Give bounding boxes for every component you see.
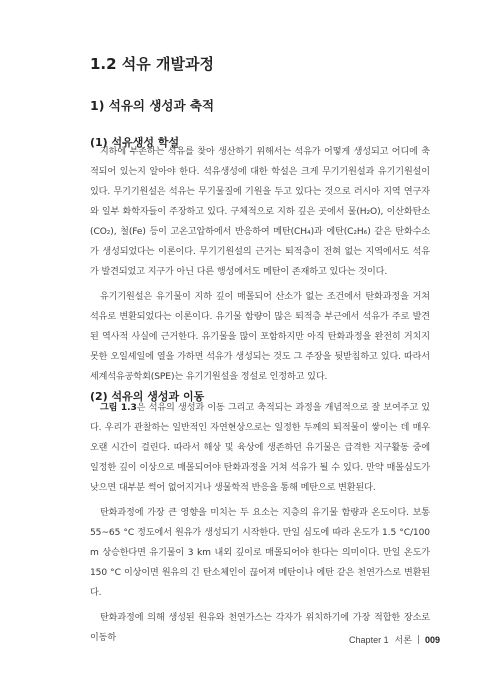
page-footer [349,633,440,646]
subsection-title-migration: (2) 석유의 생성과 이동 [90,390,205,403]
page-number: 009 [424,634,440,645]
paragraph-inorganic-theory: 지하에 부존하는 석유를 찾아 생산하기 위해서는 석유가 어떻게 생성되고 어디에 축적되어 있는지 알아야 한다. 석유생성에 대한 학설은 크게 무기기원설과 유기기원설이 있다. 무기기원설은 석유는 무기물질에 기원을 두고 있다는 것으로 러시아 지역 연구자와 일부 화학자들이 주장하고 있다. 구체적으로 지하 깊은 곳에서 물(H₂O), 이산화탄소(CO₂), 철(Fe) 등이 고온고압하에서 반응하여 메탄(CH₄)과 에탄(C₂H₆) 같은 탄화수소가 생성되었다는 이론이다. 무기기원설의 근거는 퇴적층이 전혀 없는 지역에서도 석유가 발견되었고 지구가 아닌 다른 행성에서도 메탄이 존재하고 있다는 것이다. [90,147,430,277]
page-title: 1.2 석유 개발과정 [90,55,214,73]
section-title: 1) 석유의 생성과 축적 [90,98,215,113]
subsection-body-origin [90,142,430,392]
subsection-title-origin: (1) 석유생성 학설 [90,136,180,149]
footer-chapter: Chapter 1 [349,634,389,645]
paragraph-generation-migration [90,398,430,498]
footer-divider [418,635,419,644]
paragraph-generation-migration-text: 은 석유의 생성과 이동 그리고 축적되는 과정을 개념적으로 잘 보여주고 있다. 우리가 관찰하는 일반적인 자연현상으로는 일정한 두께의 퇴적물이 쌓이는 데 매우 오랜 시간이 걸린다. 따라서 해상 및 육상에 생존하던 유기물은 급격한 지구활동 중에 일정한 깊이 이상으로 매몰되어야 탄화과정을 거쳐 석유가 될 수 있다. 만약 매몰심도가 낮으면 대부분 썩어 없어지거나 생물학적 반응을 통해 메탄으로 변환된다. [90,403,430,493]
paragraph-oil-gas-migration: 탄화과정에 의해 생성된 원유와 천연가스는 각자가 위치하기에 가장 적합한 장소로 이동하 [90,613,430,643]
footer-chapter-title: 서론 [394,635,412,645]
figure-reference: 그림 1.3 [100,403,137,413]
subsection-body-migration [90,398,430,653]
paragraph-organic-theory: 유기기원설은 유기물이 지하 깊이 매몰되어 산소가 없는 조건에서 탄화과정을 거쳐 석유로 변환되었다는 이론이다. 유기물 함량이 많은 퇴적층 부근에서 석유가 주로 발견된 역사적 사실에 근거한다. 유기물을 많이 포함하지만 아직 탄화과정을 완전히 거치지 못한 오일셰일에 열을 가하면 석유가 생성되는 것도 그 주장을 뒷받침하고 있다. 따라서 세계석유공학회(SPE)는 유기기원설을 정설로 인정하고 있다. [90,292,430,382]
paragraph-carbonization-factors: 탄화과정에 가장 큰 영향을 미치는 두 요소는 지층의 유기물 함량과 온도이다. 보통 55~65 °C 정도에서 원유가 생성되기 시작한다. 만일 심도에 따라 온도가 1.5 °C/100 m 상승한다면 유기물이 3 km 내외 깊이로 매몰되어야 한다는 의미이다. 만일 온도가 150 °C 이상이면 원유의 긴 탄소체인이 끊어져 메탄이나 에탄 같은 천연가스로 변환된다. [90,508,430,598]
